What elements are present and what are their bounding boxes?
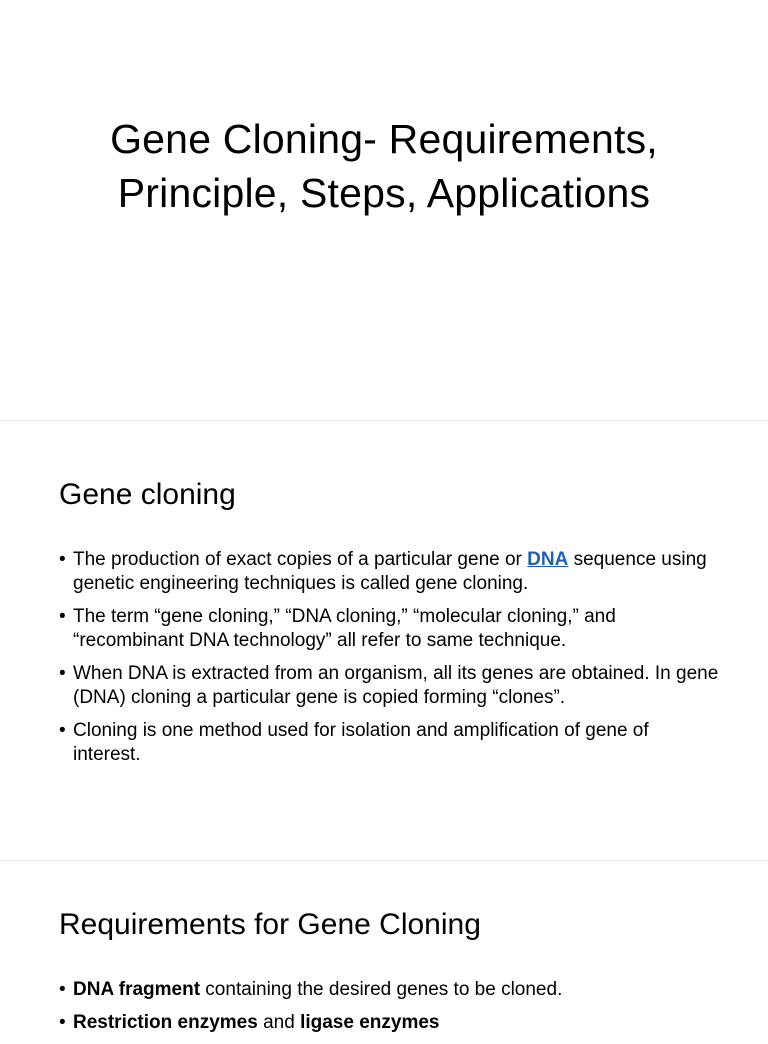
bullet-item bbox=[59, 978, 719, 1002]
title-line-1: Gene Cloning- Requirements, bbox=[110, 116, 658, 162]
bullet-text: The production of exact copies of a particular gene or bbox=[73, 549, 528, 570]
bullet-text: containing the desired genes to be cloned. bbox=[200, 979, 563, 1000]
title-line-2: Principle, Steps, Applications bbox=[117, 170, 651, 216]
bullet-text: sequence using genetic engineering techniques is called gene cloning. bbox=[73, 549, 707, 594]
presentation-title bbox=[40, 112, 728, 220]
slide-divider bbox=[0, 420, 768, 421]
requirements-slide bbox=[0, 890, 768, 1033]
bullet-item bbox=[59, 548, 719, 596]
title-slide bbox=[0, 0, 768, 400]
section-heading: Requirements for Gene Cloning bbox=[59, 908, 481, 941]
bullet-item bbox=[59, 1011, 719, 1035]
bullet-item bbox=[59, 662, 719, 710]
gene-cloning-slide bbox=[0, 460, 768, 840]
dna-link[interactable]: DNA bbox=[527, 549, 569, 570]
bullet-text: and bbox=[257, 1012, 301, 1033]
bullet-item bbox=[59, 605, 719, 653]
bullet-list bbox=[59, 548, 719, 776]
bullet-text: When DNA is extracted from an organism, all its genes are obtained. In gene (DNA) cloning a particular gene is copied forming “clones”. bbox=[73, 663, 719, 708]
bullet-bold-text: Restriction enzymes bbox=[73, 1012, 258, 1033]
bullet-text: The term “gene cloning,” “DNA cloning,” “molecular cloning,” and “recombinant DNA technology” all refer to same technique. bbox=[73, 606, 616, 651]
bullet-bold-text: ligase enzymes bbox=[300, 1012, 440, 1033]
bullet-item bbox=[59, 719, 719, 767]
bullet-bold-text: DNA fragment bbox=[73, 979, 201, 1000]
bullet-text: Cloning is one method used for isolation and amplification of gene of interest. bbox=[73, 720, 649, 765]
slide-divider bbox=[0, 860, 768, 861]
section-heading: Gene cloning bbox=[59, 478, 236, 511]
bullet-list bbox=[59, 978, 719, 1044]
